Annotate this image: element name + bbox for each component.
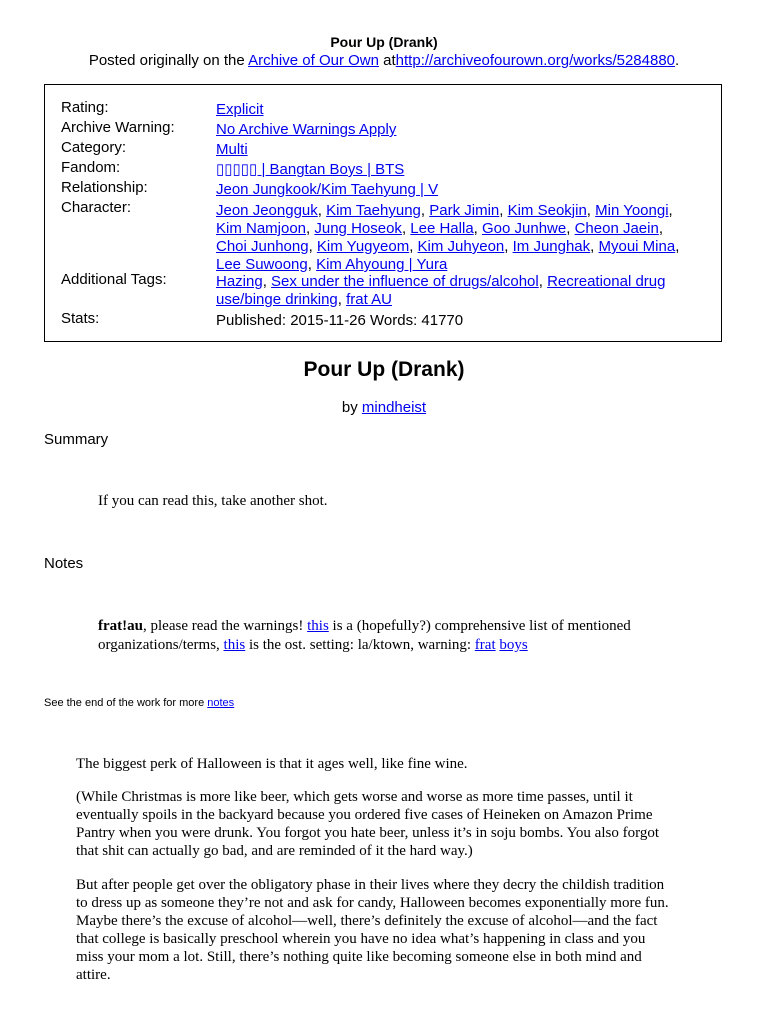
body-line: But after people get over the obligatory phase in their lives where they decry the childish tradition (76, 877, 665, 893)
tag-link[interactable]: Hazing (216, 273, 263, 290)
tag-link[interactable]: Sex under the influence of drugs/alcohol (271, 273, 539, 290)
meta-box (44, 84, 722, 342)
archive-link[interactable]: Archive of Our Own (248, 52, 379, 69)
notes-link-boys[interactable]: boys (499, 637, 528, 653)
body-line: (While Christmas is more like beer, which gets worse and worse as more time passes, until it (76, 789, 633, 805)
relationship-link[interactable]: Jeon Jungkook/Kim Taehyung | V (216, 181, 439, 198)
character-link[interactable]: Choi Junhong (216, 238, 309, 255)
notes-link-this-2[interactable]: this (223, 637, 246, 653)
character-link[interactable]: Jung Hoseok (314, 220, 402, 237)
character-link[interactable]: Jeon Jeongguk (216, 202, 318, 219)
body-line: to dress up as someone they’re not and ask for candy, Halloween becomes exponentially more fun. (76, 895, 669, 911)
notes-link-frat[interactable]: frat (474, 637, 496, 653)
tags-label: Additional Tags: (61, 271, 167, 288)
body-line: miss your mom a lot. Still, there’s nothing quite like becoming someone else in both mind and (76, 949, 642, 965)
summary-heading: Summary (44, 431, 109, 448)
header-title: Pour Up (Drank) (330, 34, 438, 50)
end-note-text: See the end of the work for more (44, 697, 208, 709)
tags-list: Hazing, Sex under the influence of drugs/alcohol, Recreational drug use/binge drinking, frat AU (216, 273, 666, 308)
notes-part4: is the ost. setting: la/ktown, warning: (245, 637, 475, 653)
stats-value: Published: 2015-11-26 Words: 41770 (216, 312, 464, 329)
notes-bold-lead: frat!au (98, 618, 143, 634)
end-notes-link[interactable]: notes (207, 697, 235, 709)
rating-label: Rating: (61, 99, 109, 116)
notes-part2: is a (hopefully?) comprehensive list of mentioned (328, 618, 631, 634)
body-paragraph-2 (76, 788, 659, 860)
posted-period: . (675, 52, 680, 69)
character-link[interactable]: Kim Seokjin (507, 202, 587, 219)
rating-link[interactable]: Explicit (216, 101, 264, 118)
character-link[interactable]: Kim Ahyoung | Yura (316, 256, 448, 273)
body-line: that college is basically preschool wherein you have no idea what’s happening in class and you (76, 931, 646, 947)
character-link[interactable]: Lee Suwoong (216, 256, 308, 273)
byline (0, 399, 768, 416)
character-link[interactable]: Kim Taehyung (326, 202, 421, 219)
work-url-link[interactable]: http://archiveofourown.org/works/5284880 (395, 52, 676, 69)
character-link[interactable]: Cheon Jaein (574, 220, 659, 237)
relationship-label: Relationship: (61, 179, 148, 196)
notes-text (98, 617, 698, 655)
character-link[interactable]: Kim Juhyeon (417, 238, 505, 255)
header-posted (0, 52, 768, 69)
character-list: Jeon Jeongguk, Kim Taehyung, Park Jimin, Kim Seokjin, Min Yoongi, Kim Namjoon, Jung Hoseok, Lee Halla, Goo Junhwe, Cheon Jaein, Choi Junhong, Kim Yugyeom, Kim Juhyeon, Im Junghak, Myoui Mina, Lee Suwoong, Kim Ahyoung | Yura (216, 202, 680, 273)
stats-label: Stats: (61, 310, 100, 327)
body-line: eventually spoils in the backyard because you ordered five cases of Heineken on Amazon Prime (76, 807, 653, 823)
character-link[interactable]: Min Yoongi (595, 202, 669, 219)
summary-text: If you can read this, take another shot. (98, 493, 328, 509)
body-line: attire. (76, 967, 111, 983)
author-link[interactable]: mindheist (361, 399, 427, 416)
fandom-link[interactable]: ▯▯▯▯▯ | Bangtan Boys | BTS (216, 161, 405, 178)
warning-label: Archive Warning: (61, 119, 175, 136)
character-link[interactable]: Kim Yugyeom (316, 238, 410, 255)
posted-prefix: Posted originally on the (88, 52, 245, 69)
character-label: Character: (61, 199, 132, 216)
posted-at: at (383, 52, 396, 69)
character-link[interactable]: Park Jimin (429, 202, 500, 219)
notes-heading: Notes (44, 555, 84, 572)
body-line: that shit can actually go bad, and are reminded of it the hard way.) (76, 843, 473, 859)
character-link[interactable]: Kim Namjoon (216, 220, 307, 237)
notes-link-this-1[interactable]: this (307, 618, 329, 634)
fandom-label: Fandom: (61, 159, 121, 176)
warning-link[interactable]: No Archive Warnings Apply (216, 121, 397, 138)
body-line: Pantry when you were drunk. You forgot you hate beer, unless it’s in soju bombs. You also forgot (76, 825, 659, 841)
work-title: Pour Up (Drank) (303, 358, 465, 381)
category-link[interactable]: Multi (216, 141, 248, 158)
notes-part1: , please read the warnings! (143, 618, 308, 634)
character-link[interactable]: Im Junghak (512, 238, 591, 255)
tag-link[interactable]: Recreational drug use/binge drinking (216, 273, 666, 308)
body-line: Maybe there’s the excuse of alcohol—well, there’s definitely the excuse of alcohol—and the fact (76, 913, 658, 929)
by-text: by (341, 399, 358, 416)
notes-part3: organizations/terms, (98, 637, 224, 653)
body-paragraph-3 (76, 876, 669, 984)
category-label: Category: (61, 139, 127, 156)
end-note (44, 697, 234, 709)
character-link[interactable]: Lee Halla (410, 220, 474, 237)
character-link[interactable]: Goo Junhwe (482, 220, 567, 237)
character-link[interactable]: Myoui Mina (598, 238, 676, 255)
body-paragraph-1: The biggest perk of Halloween is that it ages well, like fine wine. (76, 756, 468, 772)
tag-link[interactable]: frat AU (346, 291, 392, 308)
